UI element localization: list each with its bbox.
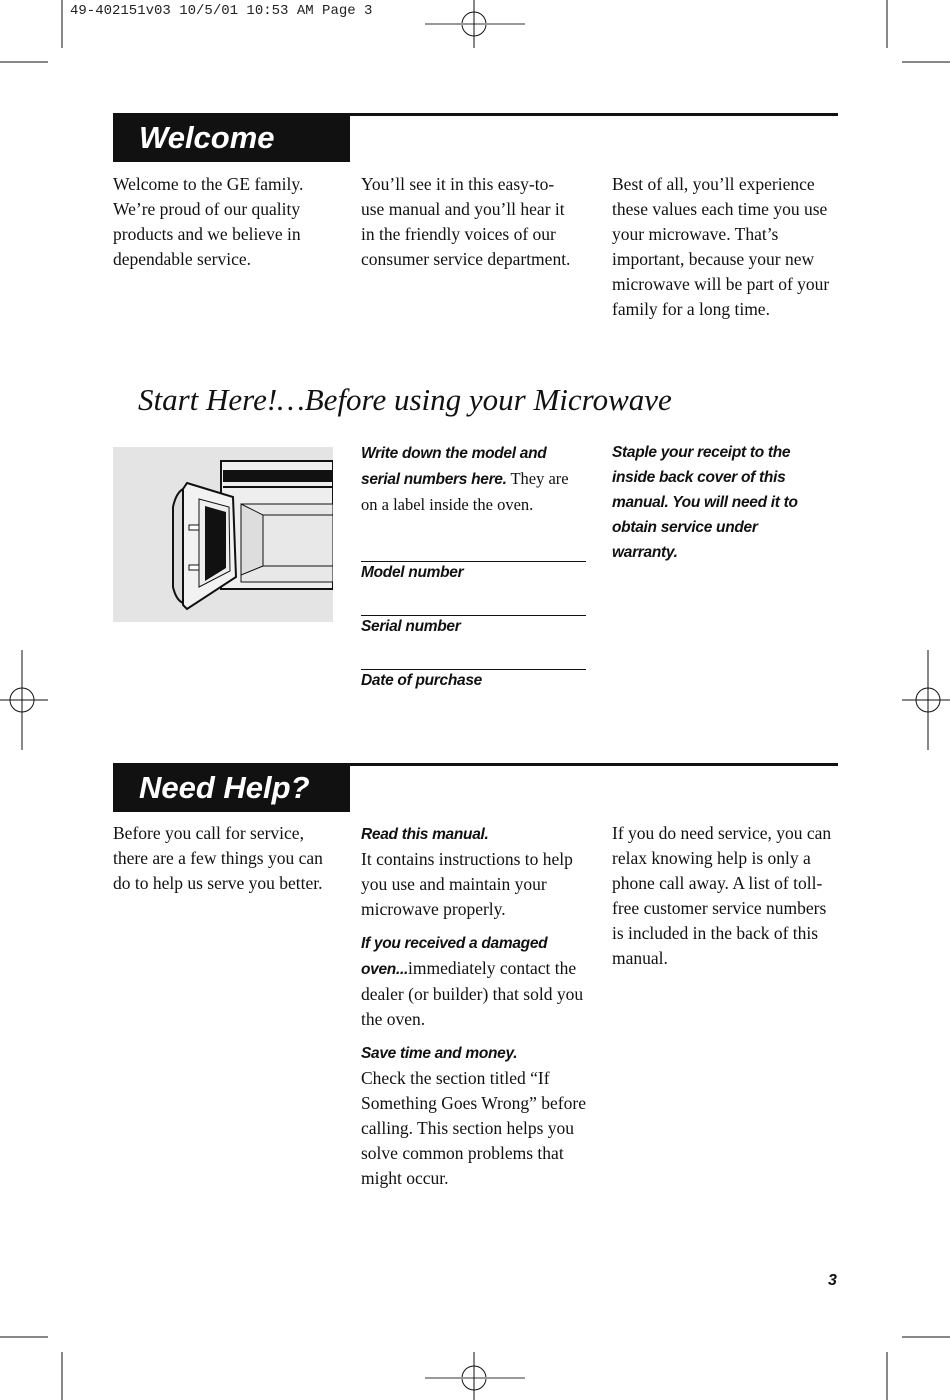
model-number-field: Model number: [361, 561, 586, 582]
tip-text: It contains instructions to help you use and maintain your microwave properly.: [361, 849, 573, 919]
tip-heading: Read this manual.: [361, 826, 489, 843]
need-help-heading: Need Help?: [113, 764, 350, 812]
tip-read-manual: [361, 821, 586, 922]
registration-mark-bottom: [425, 1352, 525, 1400]
welcome-col3: Best of all, you’ll experience these values each time you use your microwave. That’s important, because your new microwave will be part of your family for a long time.: [612, 174, 830, 319]
registration-mark-top: [425, 0, 525, 48]
help-col3: If you do need service, you can relax knowing help is only a phone call away. A list of toll-free customer service numbers is included in the back of this manual.: [612, 823, 832, 968]
date-of-purchase-field: Date of purchase: [361, 669, 586, 690]
tip-heading: Save time and money.: [361, 1045, 518, 1062]
staple-receipt-note: Staple your receipt to the inside back cover of this manual. You will need it to obtain service under warranty.: [612, 444, 798, 561]
registration-mark-left: [0, 650, 48, 750]
page-number: 3: [828, 1272, 837, 1289]
help-tips: [361, 821, 586, 1199]
tip-save-time: [361, 1040, 586, 1191]
tip-text: immediately contact the dealer (or builder) that sold you the oven.: [361, 958, 584, 1029]
write-down-text: They are on a label inside the oven.: [361, 469, 569, 514]
microwave-illustration: [113, 447, 333, 622]
tip-damaged-oven: [361, 930, 586, 1032]
help-col1: Before you call for service, there are a few things you can do to help us serve you better.: [113, 823, 323, 893]
welcome-col1: Welcome to the GE family. We’re proud of our quality products and we believe in dependable service.: [113, 174, 304, 269]
write-down-instructions: [361, 440, 586, 517]
serial-number-field: Serial number: [361, 615, 586, 636]
start-here-heading: Start Here!…Before using your Microwave: [138, 382, 672, 417]
welcome-col2: You’ll see it in this easy-to-use manual and you’ll hear it in the friendly voices of our consumer service department.: [361, 174, 571, 269]
write-down-bold: Write down the model and serial numbers here.: [361, 445, 547, 488]
registration-mark-right: [902, 650, 950, 750]
print-slug: 49-402151v03 10/5/01 10:53 AM Page 3: [70, 3, 373, 19]
tip-text: Check the section titled “If Something Goes Wrong” before calling. This section helps you solve common problems that might occur.: [361, 1068, 586, 1188]
welcome-heading: Welcome: [113, 114, 350, 162]
tip-heading: If you received a damaged oven...: [361, 935, 548, 978]
